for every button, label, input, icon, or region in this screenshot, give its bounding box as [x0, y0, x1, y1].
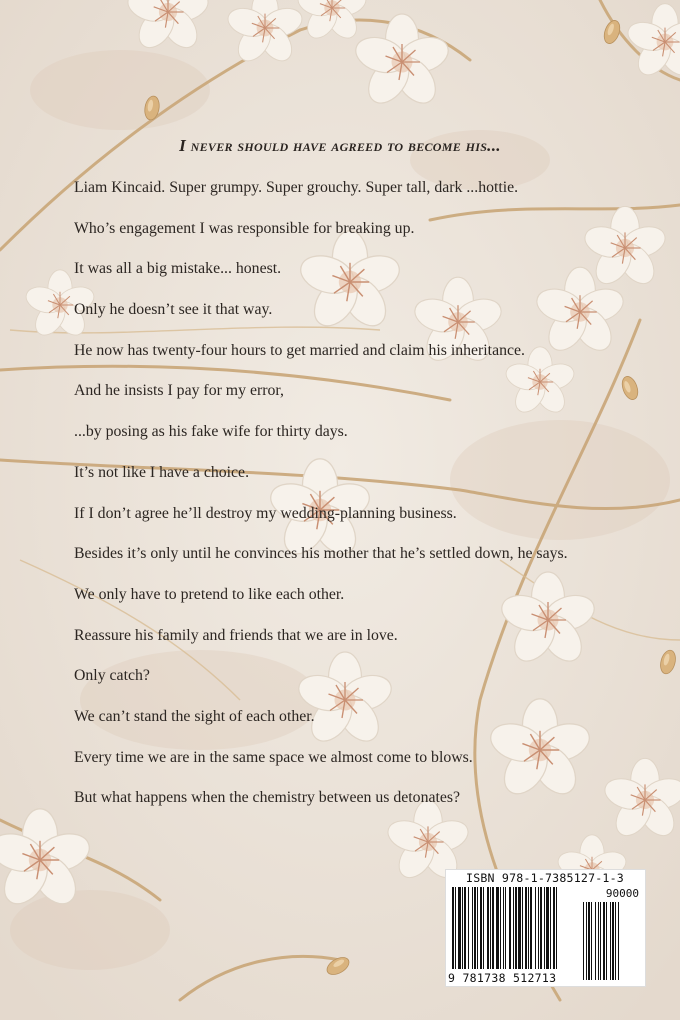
barcode-bar [455, 887, 456, 969]
barcode-bar [522, 887, 523, 969]
blurb-paragraph: Only he doesn’t see it that way. [74, 301, 273, 319]
blurb-paragraph: If I don’t agree he’ll destroy my wedding-planning business. [74, 504, 457, 522]
blurb-paragraph: It’s not like I have a choice. [74, 463, 250, 481]
barcode-addon-bar [600, 902, 601, 980]
barcode-bar [503, 887, 504, 969]
barcode-addon-bar [588, 902, 590, 980]
blurb-paragraph: ...by posing as his fake wife for thirty days. [74, 423, 348, 441]
barcode-bar [496, 887, 499, 969]
barcode-bar [509, 887, 511, 969]
barcode-bar [538, 887, 539, 969]
barcode-bar [480, 887, 482, 969]
blurb-paragraph: But what happens when the chemistry between us detonates? [74, 789, 461, 807]
barcode-addon-bar [586, 902, 587, 980]
blurb-paragraph: Liam Kincaid. Super grumpy. Super grouchy. Super tall, dark ...hottie. [74, 179, 519, 196]
barcode-bar [452, 887, 454, 969]
barcode-bar [500, 887, 501, 969]
barcode-addon-bar [615, 902, 616, 980]
barcode-bar [544, 887, 545, 969]
blurb-paragraph: It was all a big mistake... honest. [74, 260, 282, 278]
barcode-bar [540, 887, 542, 969]
barcode-addon-bar [591, 902, 592, 980]
blurb-paragraph: Only catch? [74, 667, 150, 685]
barcode-bar [468, 887, 469, 969]
barcode-addon-bar [598, 902, 599, 980]
barcode-bar [535, 887, 536, 969]
price-code: 90000 [605, 887, 639, 900]
back-cover-blurb [74, 178, 594, 829]
barcode-bar [490, 887, 491, 969]
barcode-bar [487, 887, 489, 969]
isbn-label: ISBN 978-1-7385127-1-3 [466, 871, 624, 885]
barcode-addon-bar [603, 902, 605, 980]
blurb-paragraph: And he insists I pay for my error, [74, 382, 284, 400]
blurb-paragraph: Besides it’s only until he convinces his mother that he’s settled down, he says. [74, 545, 568, 563]
barcode-bar [556, 887, 557, 969]
isbn-barcode [445, 869, 646, 987]
blurb-paragraph: He now has twenty-four hours to get married and claim his inheritance. [74, 341, 525, 359]
barcode-bars [446, 870, 645, 986]
barcode-bar [515, 887, 517, 969]
barcode-bar [525, 887, 527, 969]
barcode-bar [530, 887, 532, 969]
barcode-addon-bar [618, 902, 619, 980]
barcode-bar [464, 887, 466, 969]
barcode-bar [518, 887, 521, 969]
barcode-addon-bar [612, 902, 614, 980]
barcode-bar [492, 887, 494, 969]
barcode-addon-bar [595, 902, 596, 980]
barcode-bar [528, 887, 529, 969]
blurb-paragraph: We can’t stand the sight of each other. [74, 707, 315, 725]
barcode-bar [472, 887, 473, 969]
ean-digits: 9 781738 512713 [448, 971, 557, 985]
barcode-bar [550, 887, 551, 969]
barcode-bar [546, 887, 549, 969]
blurb-paragraph: Who’s engagement I was responsible for breaking up. [74, 219, 415, 237]
blurb-paragraph: We only have to pretend to like each other. [74, 585, 345, 603]
barcode-bar [483, 887, 484, 969]
barcode-bar [458, 887, 461, 969]
barcode-bar [553, 887, 555, 969]
blurb-paragraph: Every time we are in the same space we almost come to blows. [74, 748, 473, 766]
barcode-bar [462, 887, 463, 969]
barcode-bar [513, 887, 514, 969]
blurb-paragraph: Reassure his family and friends that we are in love. [74, 626, 398, 644]
barcode-bar [474, 887, 476, 969]
barcode-addon-bar [610, 902, 611, 980]
barcode-bar [505, 887, 506, 969]
barcode-addon-bar [583, 902, 584, 980]
barcode-addon-bar [606, 902, 607, 980]
barcode-bar [477, 887, 478, 969]
tagline: I never should have agreed to become his... [179, 136, 501, 155]
